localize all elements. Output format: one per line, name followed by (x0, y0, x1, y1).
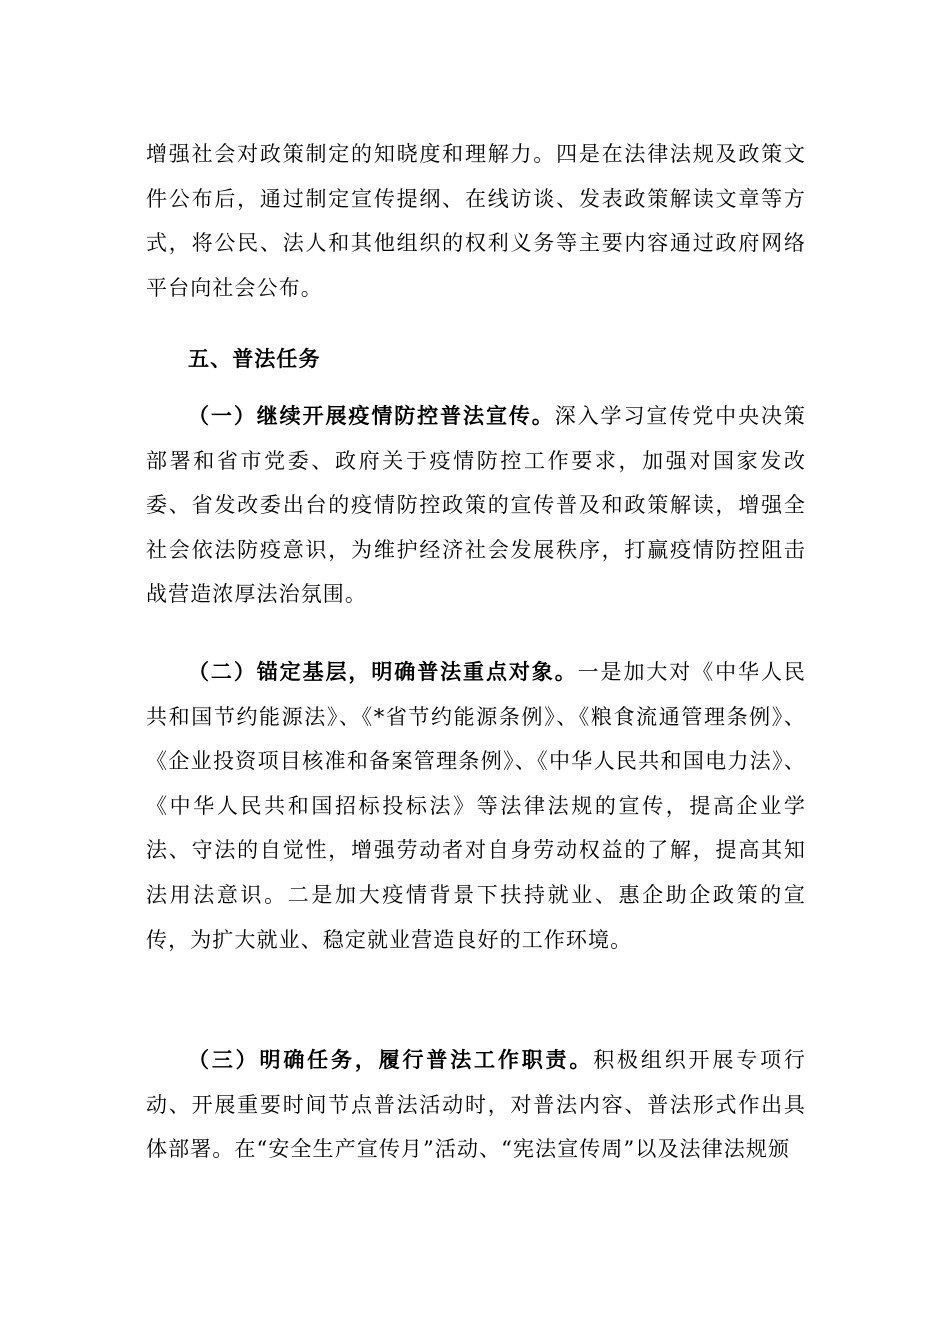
item-2-body: 一是加大对《中华人民共和国节约能源法》、《*省节约能源条例》、《粮食流通管理条例》、《企业投资项目核准和备案管理条例》、《中华人民共和国电力法》、《中华人民共和国招标投标法》等法律法规的宣传，提高企业学法、守法的自觉性，增强劳动者对自身劳动权益的了解，提高其知法用法意识。二是加大疫情背景下扶持就业、惠企助企政策的宣传，为扩大就业、稳定就业营造良好的工作环境。 (146, 660, 806, 952)
item-3-body: 积极组织开展专项行动、开展重要时间节点普法活动时，对普法内容、普法形式作出具体部署。在“安全生产宣传月”活动、“宪法宣传周”以及法律法规颁 (146, 1048, 807, 1162)
paragraph-text: 增强社会对政策制定的知晓度和理解力。四是在法律法规及政策文件公布后，通过制定宣传提纲、在线访谈、发表政策解读文章等方式，将公民、法人和其他组织的权利义务等主要内容通过政府网络平台向社会公布。 (146, 142, 806, 300)
item-3-title: （三）明确任务，履行普法工作职责。 (188, 1047, 594, 1072)
paragraph-intro-continued (146, 132, 806, 310)
section-heading-five: 五、普法任务 (188, 347, 321, 371)
item-1-title: （一）继续开展疫情防控普法宣传。 (188, 403, 555, 428)
item-1-body: 深入学习宣传党中央决策部署和省市党委、政府关于疫情防控工作要求，加强对国家发改委、省发改委出台的疫情防控政策的宣传普及和政策解读，增强全社会依法防疫意识，为维护经济社会发展秩序，打赢疫情防控阻击战营造浓厚法治氛围。 (146, 404, 806, 607)
paragraph-item-3 (146, 1038, 806, 1172)
item-2-title: （二）锚定基层，明确普法重点对象。 (188, 659, 578, 684)
paragraph-item-2 (146, 650, 806, 962)
paragraph-item-1 (146, 394, 806, 617)
